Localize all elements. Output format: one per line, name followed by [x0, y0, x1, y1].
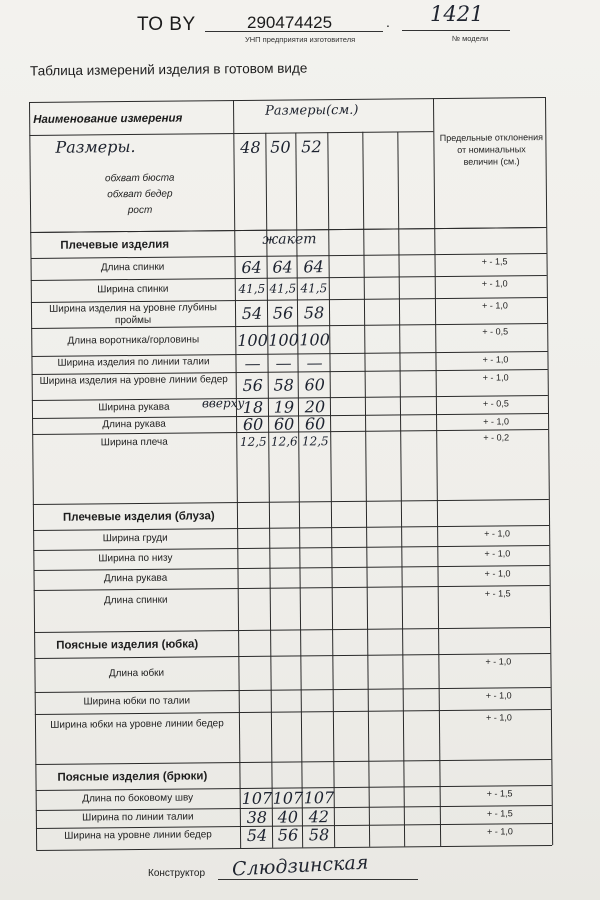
measurement-name: Ширина плеча	[100, 436, 168, 449]
section-note: жакет	[262, 231, 317, 248]
col-sizes-header: Размеры(см.)	[265, 102, 359, 119]
tolerance-value: + - 1,5	[486, 808, 513, 819]
measurement-value: 54	[246, 825, 268, 845]
measurement-note: вверху	[201, 395, 245, 411]
measurement-value: —	[306, 353, 323, 373]
sizes-row-label: Размеры.	[55, 136, 136, 157]
measurement-value: 107	[272, 788, 304, 808]
measurement-value: —	[275, 353, 292, 373]
tolerance-value: + - 1,0	[484, 548, 511, 559]
measurement-value: 100	[237, 330, 268, 351]
measurement-name: Ширина спинки	[97, 283, 169, 296]
tolerance-value: + - 1,0	[485, 656, 512, 667]
unp-underline	[205, 31, 383, 32]
measurement-value: 12,5	[301, 434, 329, 449]
model-caption: № модели	[452, 34, 489, 43]
unp-caption: УНП предприятия изготовителя	[245, 35, 356, 44]
measurement-value: 40	[277, 807, 299, 827]
sizes-sublabel: рост	[127, 204, 153, 217]
tolerance-value: + - 1,5	[481, 256, 508, 267]
tolerance-value: + - 1,0	[481, 278, 508, 289]
measurement-table	[29, 97, 552, 850]
tolerance-value: + - 1,0	[482, 354, 509, 365]
model-value: 1421	[430, 2, 484, 26]
constructor-label: Конструктор	[148, 868, 206, 879]
measurement-name: Ширина по низу	[98, 552, 173, 565]
tolerance-value: + - 1,0	[485, 690, 512, 701]
measurement-name: Ширина юбки на уровне линии бедер	[50, 718, 224, 731]
measurement-value: 41,5	[238, 281, 266, 296]
measurement-value: 60	[273, 414, 295, 434]
measurement-value: 60	[304, 375, 325, 395]
size-value: 50	[270, 137, 291, 157]
measurement-value: 12,5	[239, 434, 267, 449]
sizes-sublabel: обхват бюста	[104, 172, 175, 185]
unp-value: 290474425	[247, 13, 333, 32]
measurement-value: 58	[273, 375, 294, 395]
tolerance-value: + - 1,0	[484, 528, 511, 539]
tolerance-value: + - 1,0	[482, 372, 509, 383]
section-title: Плечевые изделия (блуза)	[62, 510, 215, 524]
tnp-label: ТО BY	[137, 14, 196, 35]
measurement-value: —	[244, 353, 261, 373]
header-separator: .	[386, 14, 390, 30]
section-title: Поясные изделия (брюки)	[57, 770, 208, 784]
tolerance-value: + - 1,5	[484, 588, 511, 599]
measurement-name: Ширина по линии талии	[82, 811, 194, 824]
measurement-value: 56	[277, 825, 299, 845]
measurement-value: 41,5	[300, 281, 328, 296]
measurement-value: 60	[304, 414, 326, 434]
measurement-value: 38	[246, 807, 268, 827]
measurement-value: 60	[242, 414, 264, 434]
table-title: Таблица измерений изделия в готовом виде	[29, 60, 308, 79]
measurement-value: 18	[242, 397, 264, 417]
measurement-name: Длина рукава	[103, 572, 168, 585]
measurement-value: 19	[273, 397, 295, 417]
measurement-name: Длина юбки	[108, 667, 165, 680]
tolerance-value: + - 0,2	[483, 432, 510, 443]
measurement-value: 20	[304, 397, 326, 417]
measurement-value: 100	[268, 330, 299, 350]
tolerance-value: + - 1,5	[486, 788, 513, 799]
measurement-name: Ширина на уровне линии бедер	[64, 829, 212, 842]
measurement-name: Ширина изделия на уровне глубины проймы	[49, 302, 217, 327]
tolerance-value: + - 1,0	[484, 568, 511, 579]
measurement-name: Длина воротника/горловины	[67, 334, 200, 347]
sizes-sublabel: обхват бедер	[107, 188, 173, 201]
measurement-name: Ширина изделия на уровне линии бедер	[39, 374, 228, 387]
measurement-name: Длина спинки	[103, 594, 168, 607]
measurement-value: 58	[308, 825, 330, 845]
size-value: 52	[301, 137, 322, 157]
tolerance-value: + - 1,0	[485, 712, 512, 723]
tolerance-value: + - 1,0	[482, 300, 508, 311]
measurement-value: 41,5	[269, 281, 297, 296]
col-tolerance-header: Предельные отклонения от номинальных величин (см.)	[439, 132, 544, 167]
tolerance-value: + - 1,0	[483, 416, 510, 427]
measurement-value: 107	[303, 788, 335, 808]
model-underline	[402, 30, 510, 31]
measurement-name: Ширина изделия по линии талии	[57, 356, 210, 369]
measurement-value: 56	[242, 375, 263, 395]
measurement-name: Длина рукава	[102, 418, 166, 431]
measurement-value: 54	[241, 303, 263, 323]
measurement-name: Ширина юбки по талии	[83, 695, 191, 708]
constructor-signature: Слюдзинская	[231, 851, 369, 881]
tolerance-value: + - 0,5	[482, 398, 509, 409]
measurement-value: 12,6	[270, 434, 298, 449]
measurement-name: Длина по боковому шву	[82, 792, 194, 805]
measurement-value: 64	[241, 257, 262, 277]
measurement-name: Ширина рукава	[98, 401, 170, 414]
measurement-value: 107	[241, 788, 273, 808]
measurement-name: Длина спинки	[100, 261, 165, 274]
measurement-value: 64	[303, 257, 324, 277]
measurement-value: 56	[272, 303, 294, 323]
measurement-value: 58	[303, 303, 325, 323]
measurement-name: Ширина груди	[102, 532, 168, 545]
section-title: Плечевые изделия	[60, 238, 170, 252]
measurement-value: 100	[299, 330, 330, 350]
tolerance-value: + - 1,0	[487, 826, 513, 837]
size-value: 48	[240, 137, 261, 157]
measurement-value: 42	[308, 807, 330, 827]
section-title: Поясные изделия (юбка)	[56, 638, 199, 652]
measurement-value: 64	[272, 257, 293, 277]
tolerance-value: + - 0,5	[482, 326, 509, 337]
col-name-header: Наименование измерения	[33, 112, 183, 126]
